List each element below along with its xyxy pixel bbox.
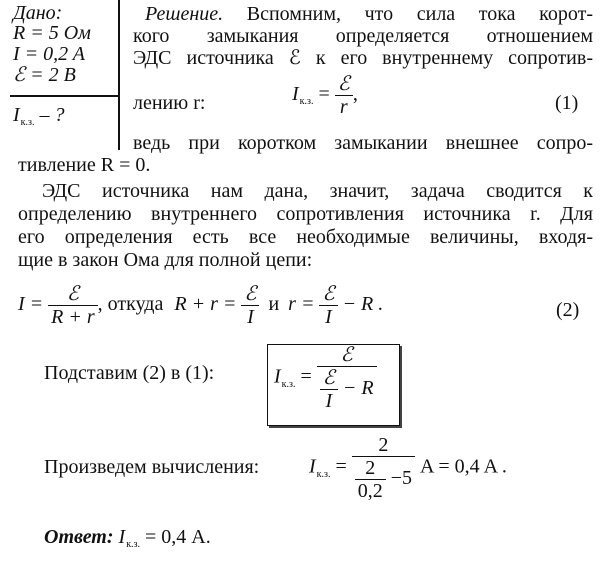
find-symbol: I (13, 104, 20, 126)
paragraph-2-line-3: его определения есть все необходимые величины, входя- (18, 226, 593, 248)
f1-numerator: ℰ (337, 73, 350, 95)
paragraph-2-line-1: ЭДС источника нам дана, значит, задача сводится к (42, 180, 593, 202)
answer-lhs: I (118, 526, 126, 548)
boxed-inner-den: I (320, 389, 338, 412)
boxed-fraction (317, 344, 377, 412)
formula-1 (292, 73, 358, 118)
calc-text: Произведем вычисления: (44, 456, 260, 478)
substitute-text: Подставим (2) в (1): (44, 362, 215, 384)
f2-lhs-2: R + r = (174, 293, 237, 316)
given-current: I = 0,2 A (13, 43, 86, 65)
calc-eq: = (335, 455, 347, 478)
paragraph-2-line-4: щие в закон Ома для полной цепи: (18, 249, 313, 271)
f2-num-1: ℰ (66, 283, 79, 305)
calc-denominator (352, 456, 415, 502)
given-emf: ℰ = 2 В (13, 64, 76, 86)
calc-inner-num: 2 (365, 457, 376, 479)
calc-formula (309, 434, 507, 502)
f1-fraction (335, 73, 353, 118)
f2-fraction-2 (241, 283, 259, 328)
given-vertical-rule (118, 0, 120, 150)
f1-sub: к.з. (299, 96, 314, 108)
f1-comma: , (352, 83, 358, 106)
formula-2 (18, 283, 383, 328)
solution-text-1: Вспомним, что сила тока корот- (223, 3, 593, 25)
boxed-sub: к.з. (281, 378, 296, 390)
f2-den-3: I (319, 305, 337, 328)
f2-tail: − R . (342, 293, 384, 316)
calc-inner-den: 0,2 (355, 479, 386, 502)
f2-num-2: ℰ (244, 283, 257, 305)
f1-lhs: I (292, 83, 299, 106)
given-label: Дано: (13, 2, 63, 24)
f2-fraction-3 (319, 283, 337, 328)
f2-lhs-3: r = (288, 293, 315, 316)
boxed-eq: = (300, 365, 312, 388)
formula-2-number: (2) (556, 299, 580, 321)
calc-inner-tail: −5 (390, 467, 413, 490)
solution-line-5: ведь при коротком замыкании внешнее сопро- (133, 132, 593, 154)
find-question: – ? (34, 104, 65, 126)
f2-whence: , откуда (97, 293, 164, 316)
solution-line-2: кого замыкания определяется отношением (133, 25, 593, 47)
f1-denominator: r (335, 95, 353, 118)
boxed-inner-fraction (320, 367, 338, 412)
calc-lhs: I (309, 455, 316, 478)
boxed-denominator (317, 366, 377, 412)
f2-lhs: I = (18, 293, 44, 316)
find-subscript: к.з. (20, 117, 35, 128)
calc-fraction (352, 434, 415, 502)
calc-numerator: 2 (378, 434, 389, 456)
calc-result: A = 0,4 A . (420, 455, 507, 478)
boxed-inner-tail: − R (342, 377, 374, 400)
f1-eq: = (318, 83, 330, 106)
f2-and: и (268, 293, 280, 316)
boxed-inner-num: ℰ (322, 367, 335, 389)
f2-num-3: ℰ (322, 283, 335, 305)
solution-line-6: тивление R = 0. (18, 154, 151, 176)
formula-1-number: (1) (555, 92, 579, 114)
answer-line (44, 526, 211, 556)
paragraph-2-line-2: определению внутреннего сопротивления источника r. Для (18, 203, 593, 225)
boxed-numerator: ℰ (340, 344, 353, 366)
answer-value: = 0,4 А. (145, 526, 211, 548)
given-find (13, 104, 64, 134)
f2-fraction-1 (48, 283, 98, 328)
boxed-formula (274, 344, 377, 412)
boxed-lhs: I (274, 365, 281, 388)
f2-den-1: R + r (48, 305, 98, 328)
solution-line-1 (133, 3, 593, 25)
answer-label: Ответ: (44, 526, 114, 548)
solution-line-3: ЭДС источника ℰ к его внутреннему сопротив- (133, 47, 593, 69)
f2-den-2: I (241, 305, 259, 328)
solution-heading: Решение. (145, 3, 224, 25)
given-divider (10, 95, 118, 97)
answer-sub: к.з. (126, 539, 141, 550)
calc-inner-fraction (355, 457, 386, 502)
given-resistance: R = 5 Ом (13, 22, 91, 44)
solution-line-4: лению r: (133, 92, 206, 114)
calc-sub: к.з. (316, 468, 331, 480)
